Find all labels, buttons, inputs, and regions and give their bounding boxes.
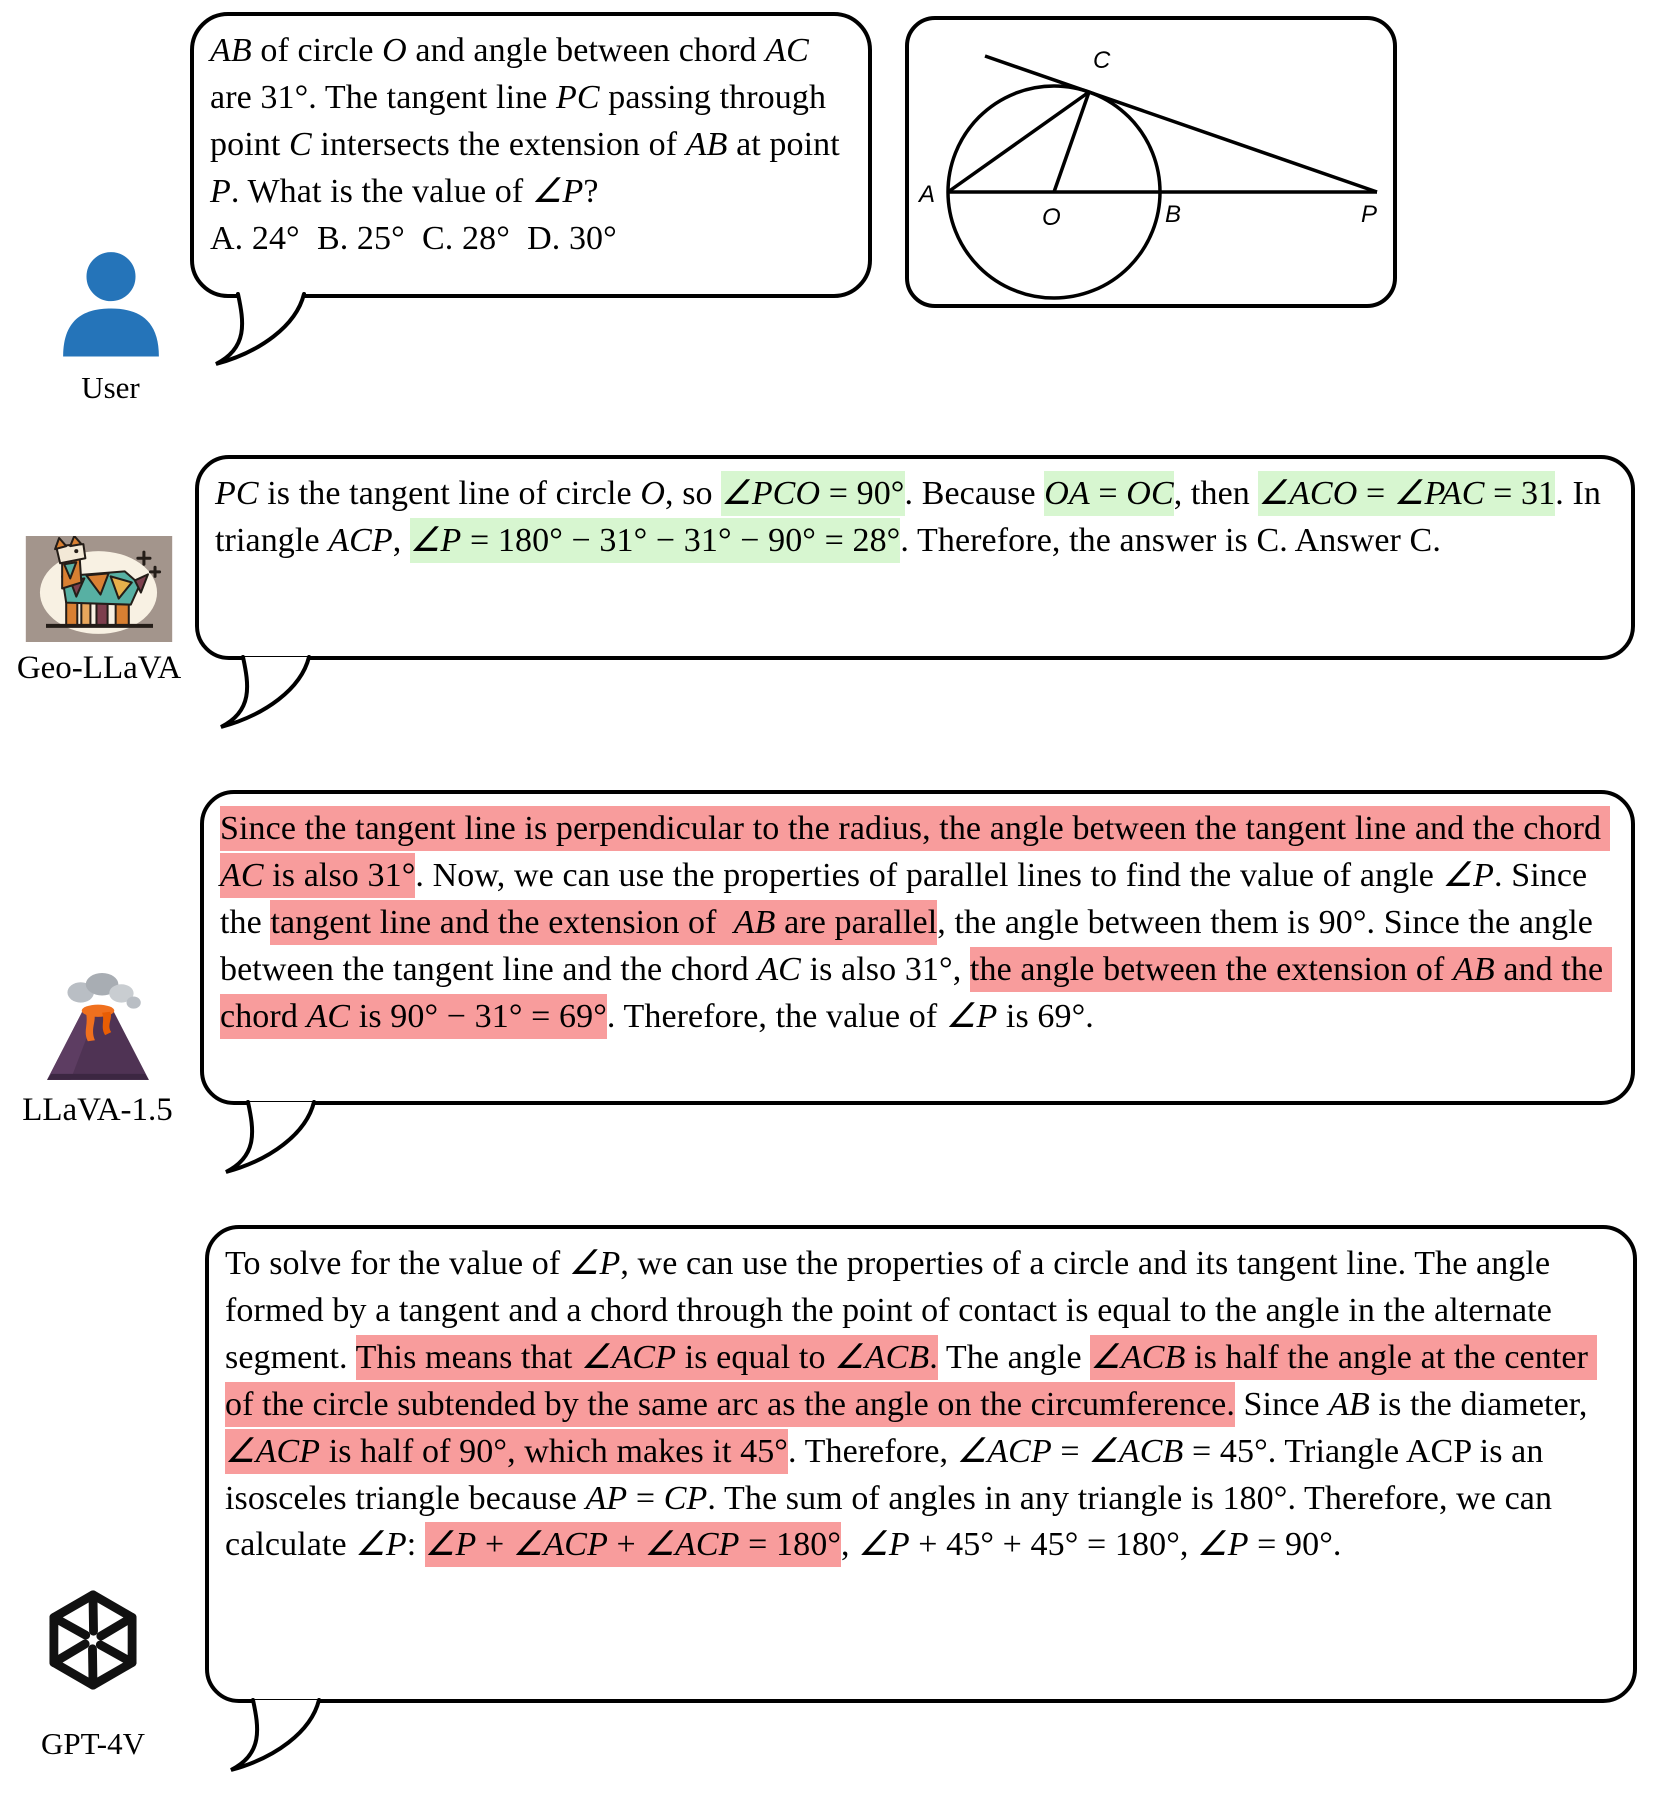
llava-agent: [15, 970, 180, 1129]
geometry-diagram-svg: [909, 20, 1393, 304]
speech-tail-icon: [223, 1698, 333, 1776]
diagram-point-label-b: B: [1165, 201, 1182, 228]
geo-llava-agent: [10, 536, 188, 687]
user-question-text: AB of circle O and angle between chord AC are 31°. The tangent line PC passing through point C intersects the extension of AB at point P. What is the value of ∠P? A. 24° B. 25° C. 28° D. 30°: [210, 32, 849, 257]
speech-bubble-geo-llava: [195, 455, 1635, 660]
gpt4v-answer-text: To solve for the value of ∠P, we can use the properties of a circle and its tangent line. The angle formed by a tangent and a chord through the point of contact is equal to the angle in the alternate segment. This means that ∠ACP is equal to ∠ACB. The angle ∠ACB is half the angle at the center of the circle subtended by the same arc as the angle on the circumference. Since AB is the diameter, ∠ACP is half of 90°, which makes it 45°. Therefore, ∠ACP = ∠ACB = 45°. Triangle ACP is an isosceles triangle because AP = CP. The sum of angles in any triangle is 180°. Therefore, we can calculate ∠P: ∠P + ∠ACP + ∠ACP = 180°, ∠P + 45° + 45° = 180°, ∠P = 90°.: [225, 1241, 1617, 1569]
volcano-avatar-icon: [42, 970, 154, 1084]
geometry-diagram: [905, 16, 1397, 308]
diagram-radius-oc: [1054, 92, 1089, 192]
speaker-label: Geo-LLaVA: [16, 650, 182, 686]
speaker-label: LLaVA-1.5: [22, 1092, 173, 1128]
gpt4v-agent: [18, 1586, 168, 1762]
llama-avatar-icon: [25, 536, 173, 642]
geo-llava-answer-text: PC is the tangent line of circle O, so ∠PCO = 90°. Because OA = OC, then ∠ACO = ∠PAC = 31. In triangle ACP, ∠P = 180° − 31° − 31° − 90° = 28°. Therefore, the answer is C. Answer C.: [215, 471, 1615, 565]
diagram-point-label-a: A: [919, 181, 936, 208]
speech-tail-icon: [208, 292, 318, 370]
speech-tail-icon: [218, 1100, 328, 1178]
diagram-point-label-p: P: [1361, 201, 1378, 228]
user-avatar-icon: [54, 246, 168, 362]
speech-tail-icon: [213, 655, 323, 733]
openai-logo-icon: [39, 1586, 147, 1694]
speaker-label: User: [81, 370, 140, 405]
speaker-label: GPT-4V: [41, 1726, 145, 1761]
llava-answer-text: Since the tangent line is perpendicular to the radius, the angle between the tangent line and the chord AC is also 31°. Now, we can use the properties of parallel lines to find the value of angle ∠P. Since the tangent line and the extension of AB are parallel, the angle between them is 90°. Since the angle between the tangent line and the chord AC is also 31°, the angle between the extension of AB and the chord AC is 90° − 31° = 69°. Therefore, the value of ∠P is 69°.: [220, 806, 1615, 1041]
diagram-point-label-c: C: [1093, 47, 1111, 74]
speech-bubble-gpt4v: [205, 1225, 1637, 1703]
speech-bubble-user: [190, 12, 872, 298]
diagram-point-label-o: O: [1042, 204, 1061, 231]
speech-bubble-llava: [200, 790, 1635, 1105]
diagram-chord-ac: [948, 92, 1089, 192]
user-agent: [38, 246, 183, 406]
